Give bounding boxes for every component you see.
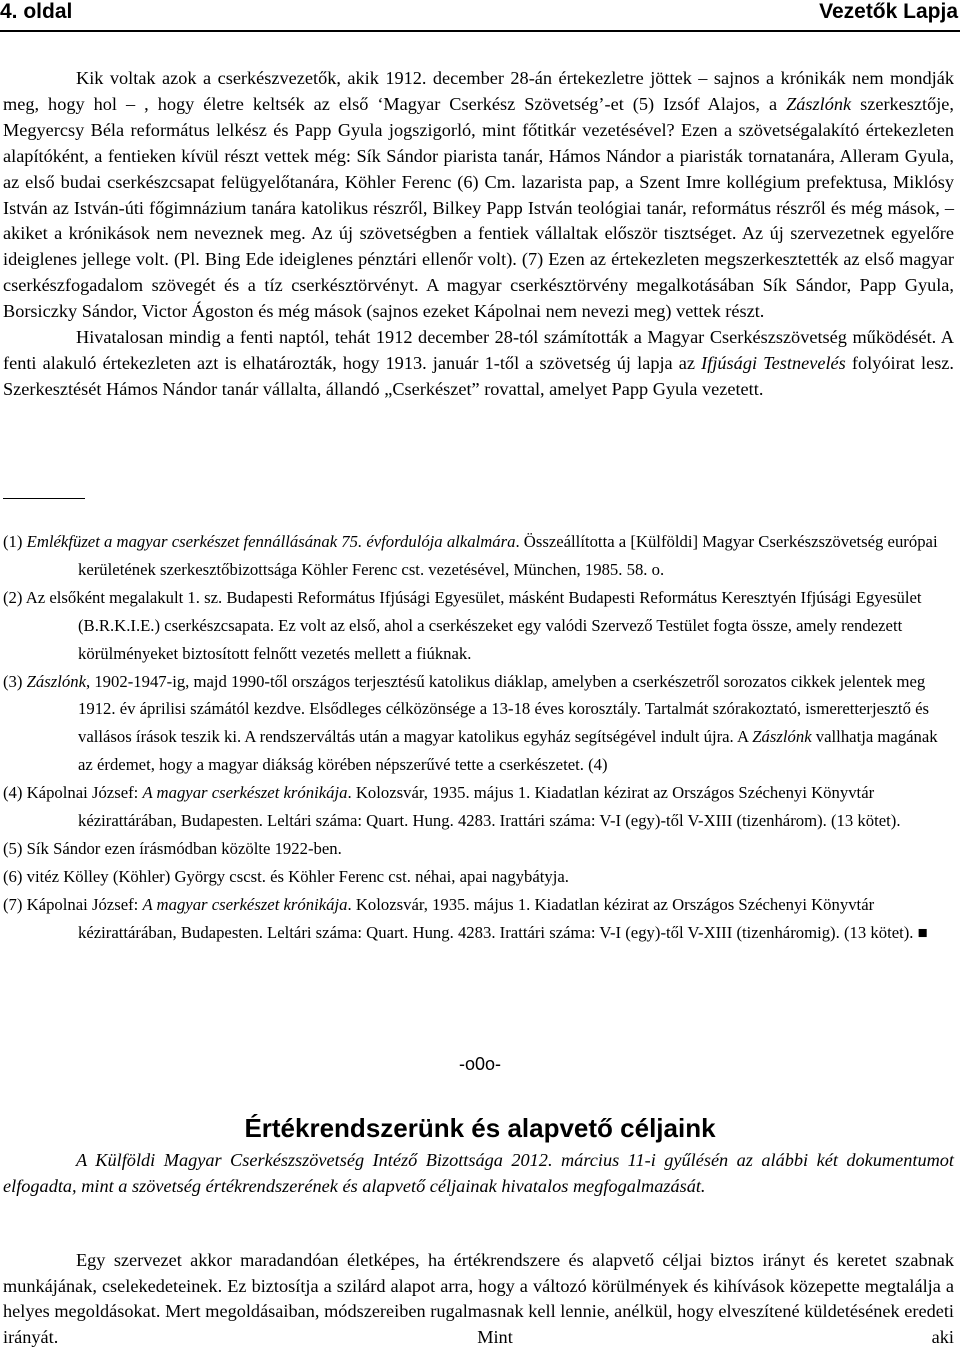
footnotes: [3, 528, 954, 947]
text-run: , 1902-1947-ig, majd 1990-től országos terjesztésű katolikus diáklap, amelyben a cserkészetről sorozatos cikkek jelentek meg 1912. év áprilisi számától kezdve. Elsődleges célközönsége a 13-18 éves korosztály. Tartalmát szórakoztató, ismeretterjesztő és vallásos írások teszik ki. A rendszerváltás után a magyar katolikus egyház segítségével indult újra. A: [78, 671, 929, 747]
text-run: . Kolozsvár, 1935. május 1. Kiadatlan kézirat az Országos Széchenyi Könyvtár kézirattárában, Budapesten. Leltári száma: Quart. Hung. 4283. Irattári száma: V-I (egy)-től V-XIII (tizenhárom). (13 kötet).: [78, 783, 901, 831]
paragraph: Egy szervezet akkor maradandóan életképes, ha értékrendszere és alapvető céljai biztos irányt és keretet szabnak munkájának, cselekedeteinek. Ez biztosítja a szilárd alapot arra, hogy a változó körülmények és kihívások közepette megtalálja a helyes megoldásokat. Mert megoldásaiban, módszereiben rugalmasnak kell lennie, anélkül, hogy elveszítené küldetésének eredeti irányát. Mint aki: [3, 1250, 954, 1347]
section-body: [3, 1248, 954, 1350]
footnote-divider: [3, 498, 85, 499]
text-run: szerkesztője, Megyercsy Béla református lelkész és Papp Gyula jogszigorló, mint főtitkár vezetésével? Ezen a szövetségalakító értekezleten alapítóként, a fentieken kívül részt vettek még: Sík Sándor piarista tanár, Hámos Nándor a piaristák tornatanára, Alleram Gyula, az első budai cserkészcsapat felügyelőtanára, Köhler Ferenc (6) Cm. lazarista pap, a Szent Imre kollégium prefektusa, Miklósy István az István-úti főgimnázium tanára katolikus részről, Bilkey Papp István teológiai tanár, református részről és még mások, – akiket a krónikások nem neveznek meg. Az új szövetségben a fentiek vállaltak először tisztséget. Az új szervezetnek egyelőre ideiglenes jellege volt. (Pl. Bing Ede ideiglenes pénztári ellenőr volt). (7) Ezen az értekezleten megszerkesztették az első magyar cserkészfogadalom szövegét és a tíz cserkésztörvényt. A magyar cserkésztörvény megalkotásában Sík Sándor, Papp Gyula, Borsiczky Sándor, Victor Ágoston és még mások (sajnos ezeket Kápolnai nem nevezi meg) vettek részt.: [3, 93, 954, 322]
text-run: (1): [3, 532, 27, 551]
text-run: (7) Kápolnai József:: [3, 894, 143, 914]
intro-paragraph: A Külföldi Magyar Cserkészszövetség Intéző Bizottsága 2012. március 11-i gyűlésén az alábbi két dokumentumot elfogadta, mint a szövetség értékrendszerének és alapvető céljainak hivatalos megfogalmazását.: [3, 1150, 954, 1196]
footnote: (5) Sík Sándor ezen írásmódban közölte 1922-ben.: [3, 838, 342, 858]
text-run: Kik voltak azok a cserkészvezetők, akik 1912. december 28-án értekezletre jöttek – sajnos a krónikák nem mondják meg, hogy hol – , hogy életre keltsék az első ‘Magyar Cserkész Szövetség’-et (5) Izsóf Alajos, a: [3, 68, 954, 114]
footnote: [3, 528, 954, 584]
footnote: (6) vitéz Kölley (Köhler) György cscst. és Köhler Ferenc cst. néhai, apai nagybátyja.: [3, 866, 569, 886]
section-intro: [3, 1148, 954, 1199]
text-run: vallhatja magának az érdemet, hogy a magyar diákság körében népszerűvé tette a cserkészetet. (4): [78, 727, 938, 775]
text-run: (3): [3, 671, 27, 691]
text-run: Hivatalosan mindig a fenti naptól, tehát 1912 december 28-tól számították a Magyar Cserkészszövetség működését. A fenti alakuló értekezleten azt is elhatározták, hogy 1913. január 1-től a szövetség új lapja az: [3, 327, 954, 373]
footnote: [3, 779, 954, 835]
section-separator: -o0o-: [458, 1054, 502, 1074]
footnote: (2) Az elsőként megalakult 1. sz. Budapesti Református Ifjúsági Egyesület, másként Budapesti Református Keresztyén Ifjúsági Egyesület (B.R.K.I.E.) cserkészcsapata. Ez volt az első, ahol a cserkészeket egy valódi Szervező Testület fogta össze, amely rendezett körülményeket biztosított felnőtt vezetés mellett a fiúknak.: [3, 587, 922, 663]
publication-name: A magyar cserkészet krónikája: [142, 783, 348, 803]
text-run: . Összeállította a [Külföldi] Magyar Cserkészszövetség európai kerületének szerkesztőbizottsága Köhler Ferenc cst. vezetésével, München, 1985. 58. o.: [78, 532, 938, 579]
article-section: [3, 66, 954, 403]
footnote: [3, 891, 954, 947]
paragraph: [3, 66, 954, 325]
text-run: folyóirat lesz. Szerkesztését Hámos Nándor tanár vállalta, állandó „Cserkészet” rovattal, amelyet Papp Gyula vezetett.: [3, 352, 954, 399]
footnote: [3, 668, 954, 780]
publication-name: Zászlónk: [26, 671, 86, 691]
text-run: (4) Kápolnai József:: [3, 783, 143, 803]
publication-name: Zászlónk: [752, 727, 812, 747]
publication-name: A magyar cserkészet krónikája: [142, 894, 348, 914]
page-number: 4. oldal: [0, 0, 73, 23]
publication-title: Vezetők Lapja: [819, 0, 958, 23]
text-run: . Kolozsvár, 1935. május 1. Kiadatlan kézirat az Országos Széchenyi Könyvtár kézirattárában, Budapesten. Leltári száma: Quart. Hung. 4283. Irattári száma: V-I (egy)-től V-XIII (tizenháromig). (13 kötet). ■: [78, 894, 928, 942]
section-title: Értékrendszerünk és alapvető céljaink: [244, 1113, 716, 1143]
publication-name: Emlékfüzet a magyar cserkészet fennállásának 75. évfordulója alkalmára: [26, 532, 516, 551]
page-header: [0, 0, 960, 32]
publication-name: Ifjúsági Testnevelés: [701, 352, 846, 373]
publication-name: Zászlónk: [786, 93, 852, 114]
paragraph: [3, 325, 954, 403]
